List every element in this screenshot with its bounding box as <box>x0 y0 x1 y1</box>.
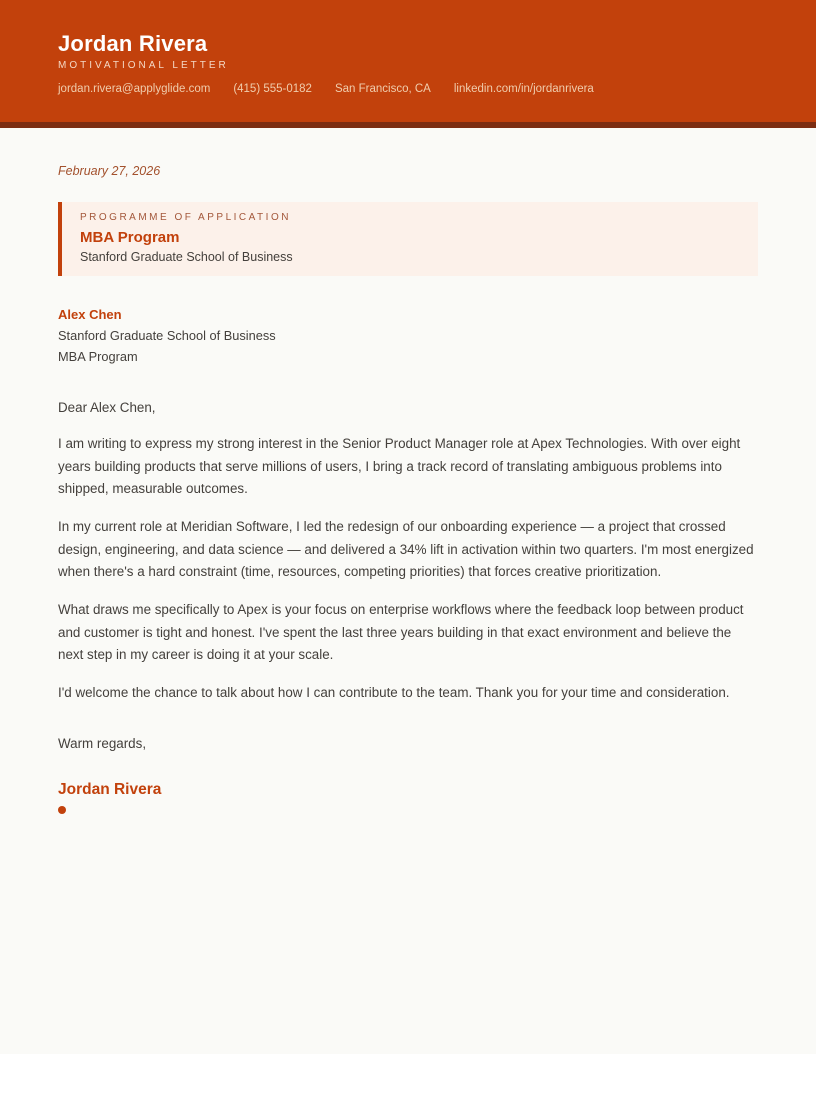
closing: Warm regards, <box>58 736 147 752</box>
recipient-institution: Stanford Graduate School of Business <box>58 328 276 344</box>
programme-institution: Stanford Graduate School of Business <box>80 250 293 265</box>
paragraph-2: In my current role at Meridian Software, I led the redesign of our onboarding experience — a project that crossed design, engineering, and data science — and delivered a 34% lift in activation within two quarters. I'm most energized when there's a hard constraint (time, resources, competing priorities) that forces creative prioritization. <box>58 518 754 580</box>
letter-date: February 27, 2026 <box>58 164 161 178</box>
signature-name: Jordan Rivera <box>58 781 162 799</box>
sender-name: Jordan Rivera <box>58 31 208 56</box>
signature-dot-icon <box>58 806 66 814</box>
contact-phone: (415) 555-0182 <box>233 83 312 96</box>
contact-email: jordan.rivera@applyglide.com <box>58 83 211 96</box>
contact-location: San Francisco, CA <box>334 83 431 96</box>
recipient-program: MBA Program <box>58 349 138 365</box>
document-type-label: MOTIVATIONAL LETTER <box>58 60 229 72</box>
recipient-block <box>58 304 758 367</box>
paragraph-3: What draws me specifically to Apex is your focus on enterprise workflows where the feedback loop between product and customer is tight and honest. I've spent the last three years building in that exact environment and believe the next step in my career is doing it at your scale. <box>58 601 744 663</box>
programme-box <box>58 202 758 276</box>
letter-header <box>0 0 816 128</box>
recipient-name: Alex Chen <box>58 307 122 323</box>
contact-linkedin: linkedin.com/in/jordanrivera <box>453 83 594 96</box>
programme-eyebrow: PROGRAMME OF APPLICATION <box>80 212 291 224</box>
paragraph-4: I'd welcome the chance to talk about how I can contribute to the team. Thank you for your time and consideration. <box>58 684 730 700</box>
programme-title: MBA Program <box>80 229 180 247</box>
paragraph-1: I am writing to express my strong interest in the Senior Product Manager role at Apex Technologies. With over eight years building products that serve millions of users, I bring a track record of translating ambiguous problems into shipped, measurable outcomes. <box>58 435 741 497</box>
letter-content <box>0 128 816 814</box>
contact-row <box>58 83 759 97</box>
salutation: Dear Alex Chen, <box>58 400 156 416</box>
